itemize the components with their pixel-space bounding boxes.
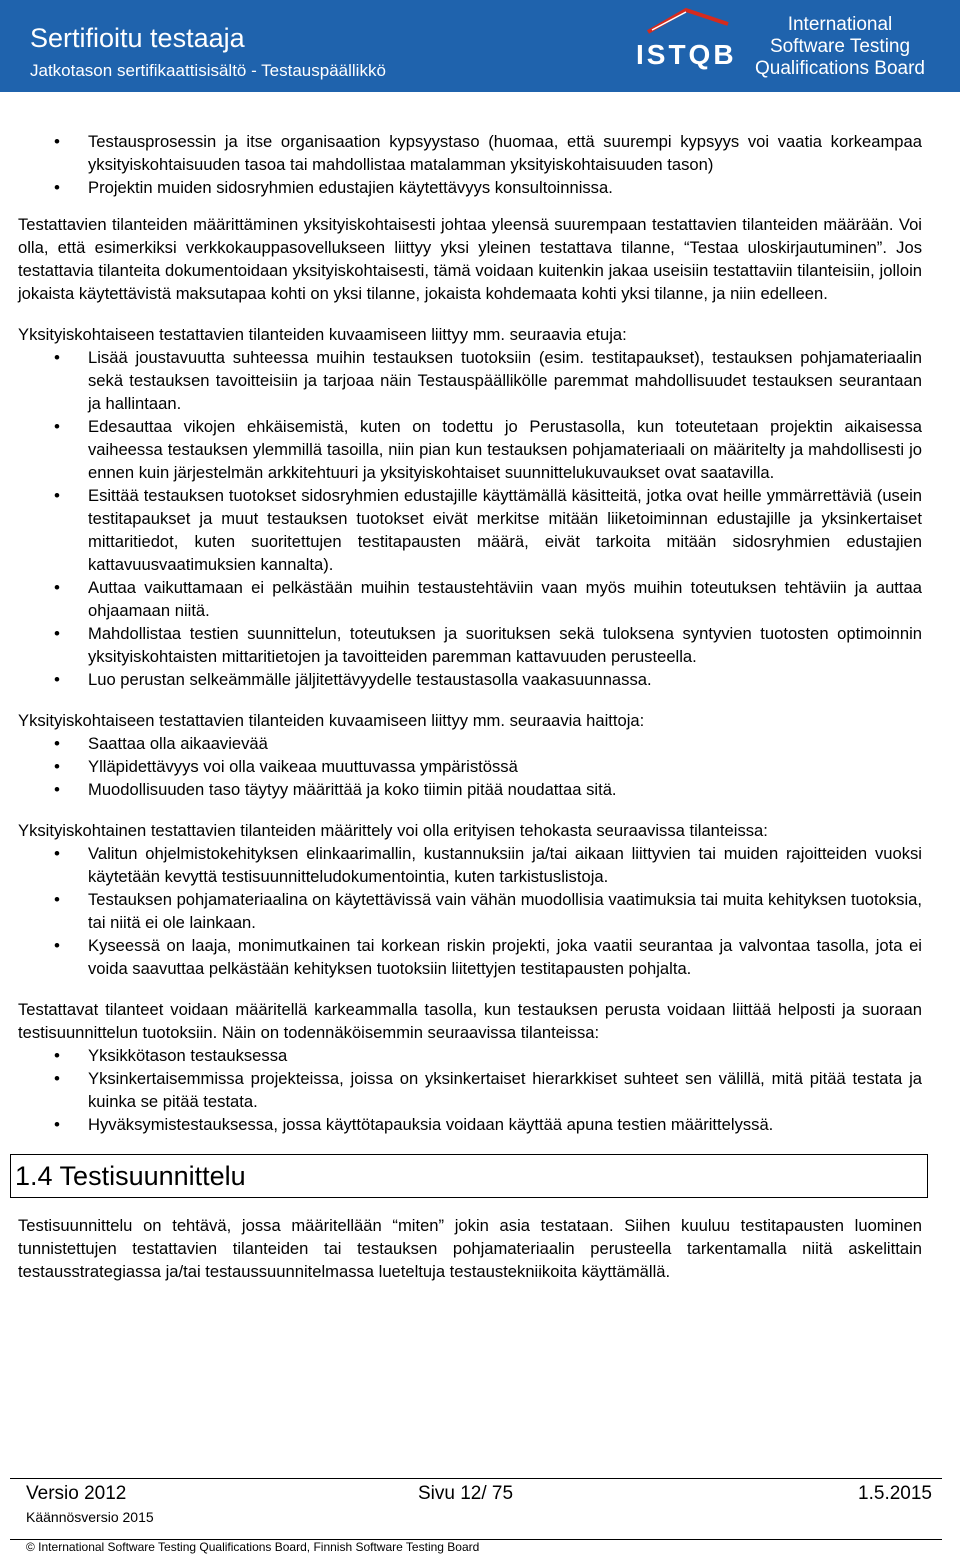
list-item: • Muodollisuuden taso täytyy määrittää ja koko tiimin pitää noudattaa sitä. (18, 778, 922, 801)
drawbacks-list (18, 732, 922, 801)
org-line-1: International (787, 14, 893, 35)
footer-date: 1.5.2015 (858, 1483, 932, 1504)
org-line-2: Software Testing (769, 36, 911, 57)
list-item: • Saattaa olla aikaavievää (18, 732, 922, 755)
page-footer (10, 1478, 942, 1540)
page-header (0, 0, 960, 92)
list-item: • Lisää joustavuutta suhteessa muihin testauksen tuotoksiin (esim. testitapaukset), testauksen pohjamateriaalin sekä testauksen tavoitteisiin ja tarjoaa näin Testauspäällikölle paremmat mahdollisuudet testauksen seurantaan ja hallintaan. (18, 346, 922, 415)
paragraph-detail: Testattavien tilanteiden määrittäminen yksityiskohtaisesti johtaa yleensä suurempaan testattavien tilanteiden määrään. Voi olla, että esimerkiksi verkkokauppasovellukseen liittyy yksi yleinen testattava tilanne, “Testaa uloskirjautuminen”. Jos testattavia tilanteita dokumentoidaan yksityiskohtaisesti, tämä voidaan kuitenkin jakaa useisiin testattaviin tilanteisiin, jolloin jokaista käytettävistä maksutapaa kohti on yksi tilanne, jokaista kohdemaata kohti yksi tilanne, ja niin edelleen. (18, 215, 922, 303)
list-item: • Projektin muiden sidosryhmien edustajien käytettävyys konsultoinnissa. (18, 176, 922, 199)
list-item: • Testausprosessin ja itse organisaation kypsyystaso (huomaa, että suurempi kypsyys voi vaatia korkeampaa yksityiskohtaisuuden tasoa tai mahdollistaa matalamman yksityiskohtaisuuden tason) (18, 130, 922, 176)
drawbacks-intro: Yksityiskohtaiseen testattavien tilanteiden kuvaamiseen liittyy mm. seuraavia haittoja: (18, 711, 645, 730)
list-item: • Esittää testauksen tuotokset sidosryhmien edustajille käyttämällä käsitteitä, jotka ovat heille ymmärrettäviä (usein testitapaukset ja muut testauksen tuotokset eivät merkitse mitään liiketoiminnan edustajille ja yksinkertaiset mittaritiedot, kuten suoritettujen testitapausten määrä, eivät tarkoita mitään sidosryhmien edustajien kattavuusvaatimuksien kannalta). (18, 484, 922, 576)
section-paragraph: Testisuunnittelu on tehtävä, jossa määritellään “miten” jokin asia testataan. Siihen kuuluu testitapausten luominen tunnistettujen testattavien tilanteiden tai testauksen pohjamateriaalin perusteella tarkentamalla niitä askelittain testausstrategiassa ja/tai testaussuunnitelmassa lueteltuja testaustekniikoita käyttämällä. (18, 1216, 922, 1281)
org-name (752, 14, 928, 80)
list-item: • Valitun ohjelmistokehityksen elinkaarimallin, kustannuksiin ja/tai aikaan liittyvien tai muiden rajoitteiden vuoksi käytetään kevyttä testisuunnitteludokumentointia, kuten tarkistuslistoja. (18, 842, 922, 888)
list-item: • Mahdollistaa testien suunnittelun, toteutuksen ja suorituksen sekä tuloksena syntyvien tuotosten optimoinnin yksityiskohtaisten mittaritietojen ja tavoitteiden paremman kattavuuden perusteella. (18, 622, 922, 668)
footer-copyright: © International Software Testing Qualifications Board, Finnish Software Testing Board (26, 1540, 480, 1554)
coarse-intro: Testattavat tilanteet voidaan määritellä karkeammalla tasolla, kun testauksen perusta voidaan liittää helposti ja suoraan testisuunnittelun tuotoksiin. Näin on todennäköisemmin seuraavissa tilanteissa: (18, 1000, 922, 1042)
header-title: Sertifioitu testaaja (30, 23, 245, 53)
istqb-logo (628, 4, 740, 84)
org-line-3: Qualifications Board (754, 58, 926, 79)
intro-list (18, 130, 922, 199)
list-item: • Luo perustan selkeämmälle jäljitettävyydelle testaustasolla vaakasuunnassa. (18, 668, 922, 691)
list-item: • Edesauttaa vikojen ehkäisemistä, kuten on todettu jo Perustasolla, kun toteutetaan projektin aikaisessa vaiheessa testauksen ylemmillä tasoilla, niin pian kun testauksen pohjamateriaali on määritelty ja mahdollisesti jo ennen kuin järjestelmän arkkitehtuuri ja yksityiskohtaiset suunnittelukuvaukset ovat saatavilla. (18, 415, 922, 484)
list-item: • Testauksen pohjamateriaalina on käytettävissä vain vähän muodollisia vaatimuksia tai muita kehityksen tuotoksia, tai niitä ei ole lainkaan. (18, 888, 922, 934)
logo-wordmark: ISTQB (636, 39, 737, 70)
document-body (15, 130, 922, 1301)
benefits-list (18, 346, 922, 691)
effective-list (18, 842, 922, 980)
section-heading: 1.4 Testisuunnittelu (10, 1154, 928, 1198)
list-item: • Yksikkötason testauksessa (18, 1044, 922, 1067)
footer-page-number: Sivu 12/ 75 (418, 1483, 514, 1504)
list-item: • Hyväksymistestauksessa, jossa käyttötapauksia voidaan käyttää apuna testien määrittelyssä. (18, 1113, 922, 1136)
list-item: • Kyseessä on laaja, monimutkainen tai korkean riskin projekti, joka vaatii seurantaa ja valvontaa tasolla, jota ei voida saavuttaa pelkästään kehityksen tuotoksiin liitettyjen testitapausten pohjalta. (18, 934, 922, 980)
effective-intro: Yksityiskohtainen testattavien tilanteiden määrittely voi olla erityisen tehokasta seuraavissa tilanteissa: (18, 821, 768, 840)
footer-version: Versio 2012 (26, 1483, 127, 1504)
footer-translation-version: Käännösversio 2015 (26, 1509, 154, 1525)
list-item: • Ylläpidettävyys voi olla vaikeaa muuttuvassa ympäristössä (18, 755, 922, 778)
list-item: • Auttaa vaikuttamaan ei pelkästään muihin testaustehtäviin vaan myös muihin toteutuksen tehtäviin ja auttaa ohjaamaan niitä. (18, 576, 922, 622)
list-item: • Yksinkertaisemmissa projekteissa, joissa on yksinkertaiset hierarkkiset suhteet sen välillä, mitä pitää testata ja kuinka se pitää testata. (18, 1067, 922, 1113)
benefits-intro: Yksityiskohtaiseen testattavien tilanteiden kuvaamiseen liittyy mm. seuraavia etuja: (18, 325, 627, 344)
header-subtitle: Jatkotason sertifikaattisisältö - Testauspäällikkö (30, 61, 386, 80)
coarse-list (18, 1044, 922, 1136)
